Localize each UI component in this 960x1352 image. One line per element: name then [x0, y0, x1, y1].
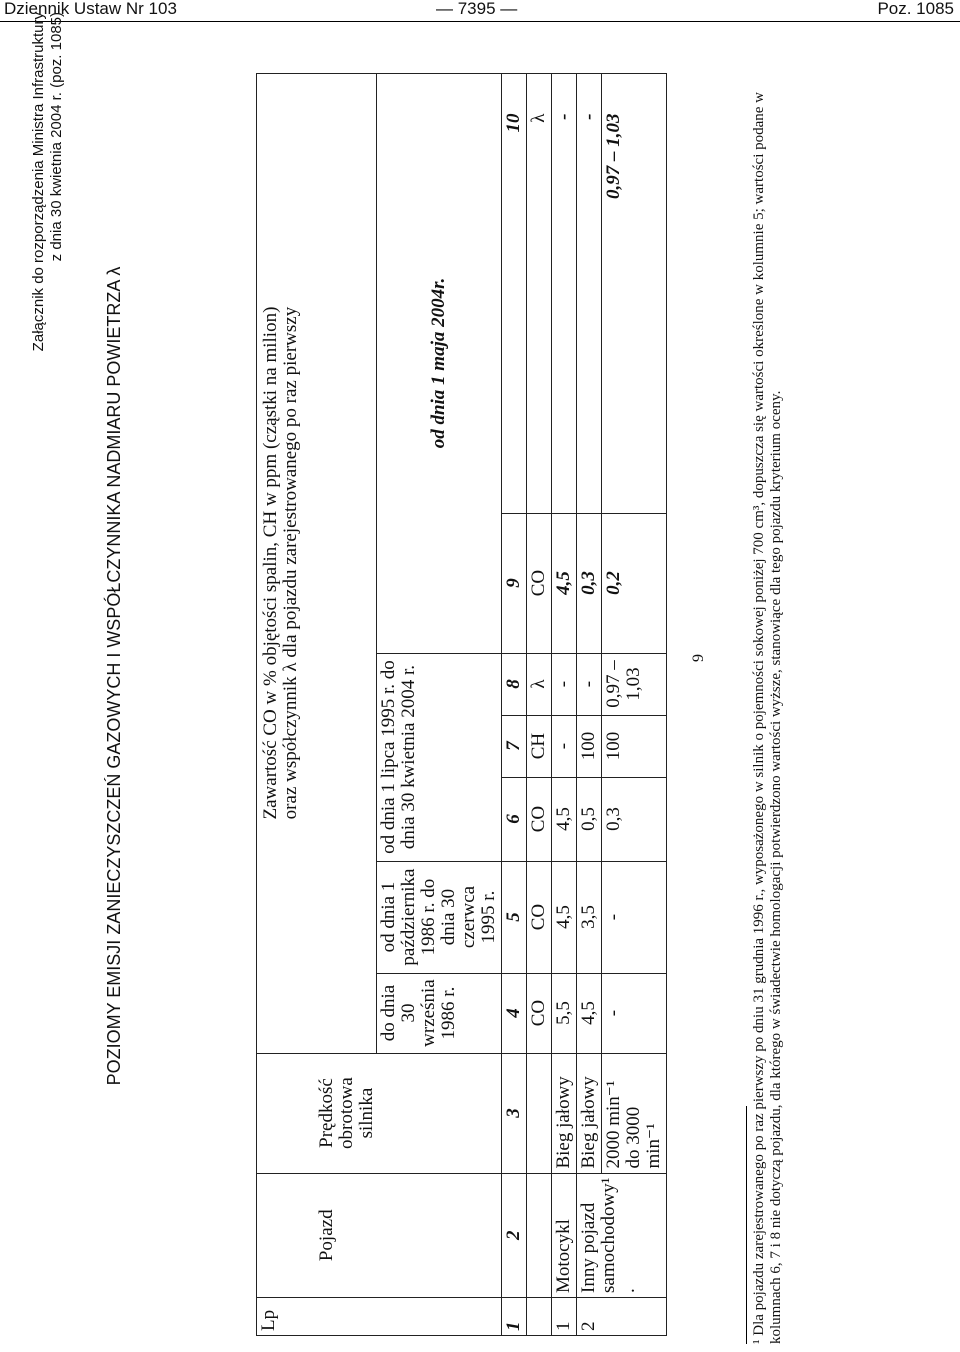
row1-c8: - [552, 653, 577, 715]
row2-c7: 100 [577, 715, 602, 777]
row2-c8: - [577, 653, 602, 715]
row1-c9: 4,5 [552, 513, 577, 653]
footnote-rule [746, 1106, 747, 1344]
row3-c8: 0,97 – 1,03 [602, 653, 667, 715]
page-number: — 7395 — [436, 0, 518, 18]
row2-c5: 3,5 [577, 861, 602, 973]
row3-speed: 2000 min⁻¹ do 3000 min⁻¹ [602, 1053, 667, 1173]
table-row [577, 73, 602, 1335]
annex-line-2: z dnia 30 kwietnia 2004 r. (poz. 1085) [48, 12, 65, 262]
row2-c4: 4,5 [577, 973, 602, 1053]
colnum-6: 6 [502, 777, 527, 861]
footnote [746, 26, 785, 1344]
header-lp: Lp [257, 1298, 502, 1336]
row3-c9: 0,2 [602, 513, 667, 653]
unit-co-4: CO [527, 973, 552, 1053]
row1-c6: 4,5 [552, 777, 577, 861]
row2-c9: 0,3 [577, 513, 602, 653]
unit-empty-1 [527, 1298, 552, 1336]
row2-c10: - [577, 73, 602, 513]
row3-c10: 0,97 – 1,03 [602, 73, 667, 513]
row2-speed: Bieg jałowy [577, 1053, 602, 1173]
row3-c4: - [602, 973, 667, 1053]
row1-c5: 4,5 [552, 861, 577, 973]
unit-co-5: CO [527, 861, 552, 973]
colnum-9: 9 [502, 513, 527, 653]
header-zawartosc: Zawartość CO w % objętości spalin, CH w ppm (cząstki na milion) oraz współczynnik λ dla pojazdu zarejestrowanego po raz pierwszy [257, 73, 377, 1053]
unit-empty-2 [527, 1173, 552, 1297]
row1-speed: Bieg jałowy [552, 1053, 577, 1173]
journal-name: Dziennik Ustaw Nr 103 [4, 0, 177, 18]
unit-lambda-10: λ [527, 73, 552, 513]
unit-lambda-8: λ [527, 653, 552, 715]
colnum-5: 5 [502, 861, 527, 973]
table-header-row [257, 73, 377, 1335]
header-predkosc: Prędkość obrotowa silnika [257, 1053, 502, 1173]
period-2: od dnia 1 października 1986 r. do dnia 30 czerwca 1995 r. [377, 861, 502, 973]
annex-line-1: Załącznik do rozporządzenia Ministra Infrastruktury [30, 12, 47, 352]
row2-pojazd: Inny pojazd samochodowy¹ . [577, 1173, 667, 1297]
unit-empty-3 [527, 1053, 552, 1173]
table-row [552, 73, 577, 1335]
position-number: Poz. 1085 [877, 0, 954, 18]
unit-co-9: CO [527, 513, 552, 653]
document-title: POZIOMY EMISJI ZANIECZYSZCZEŃ GAZOWYCH I WSPÓŁCZYNNIKA NADMIARU POWIETRZA λ [104, 266, 124, 1086]
period-1: do dnia 30 września 1986 r. [377, 973, 502, 1053]
row1-pojazd: Motocykl [552, 1173, 577, 1297]
colnum-3: 3 [502, 1053, 527, 1173]
header-pojazd: Pojazd [257, 1173, 502, 1297]
unit-row [527, 73, 552, 1335]
row3-c7: 100 [602, 715, 667, 777]
column-number-row [502, 73, 527, 1335]
row2-lp: 2 [577, 1298, 667, 1336]
row3-c5: - [602, 861, 667, 973]
row3-c6: 0,3 [602, 777, 667, 861]
annex-heading [30, 12, 66, 352]
period-3: od dnia 1 lipca 1995 r. do dnia 30 kwietnia 2004 r. [377, 653, 502, 861]
row1-c10: - [552, 73, 577, 513]
table-row [602, 73, 667, 1335]
colnum-10: 10 [502, 73, 527, 513]
row2-c6: 0,5 [577, 777, 602, 861]
footnote-text: ¹ Dla pojazdu zarejestrowanego po raz pierwszy po dniu 31 grudnia 1996 r., wyposażonego w silnik o pojemności sokowej poniżej 700 cm³, dopuszcza się wartości określone w kolumnie 5; wartości podane w kolumnach 6, 7 i 8 nie dotyczą pojazdu, dla którego w świadectwie homologacji potwierdzono wartości wyższe, stanowiące dla tego pojazdu kryterium oceny. [751, 91, 784, 1344]
emission-table [256, 73, 667, 1336]
period-4: od dnia 1 maja 2004r. [377, 73, 502, 653]
colnum-4: 4 [502, 973, 527, 1053]
colnum-1: 1 [502, 1298, 527, 1336]
row1-lp: 1 [552, 1298, 577, 1336]
colnum-2: 2 [502, 1173, 527, 1297]
row1-c7: - [552, 715, 577, 777]
page-marker: 9 [690, 654, 707, 662]
colnum-8: 8 [502, 653, 527, 715]
unit-co-6: CO [527, 777, 552, 861]
row1-c4: 5,5 [552, 973, 577, 1053]
unit-ch-7: CH [527, 715, 552, 777]
colnum-7: 7 [502, 715, 527, 777]
